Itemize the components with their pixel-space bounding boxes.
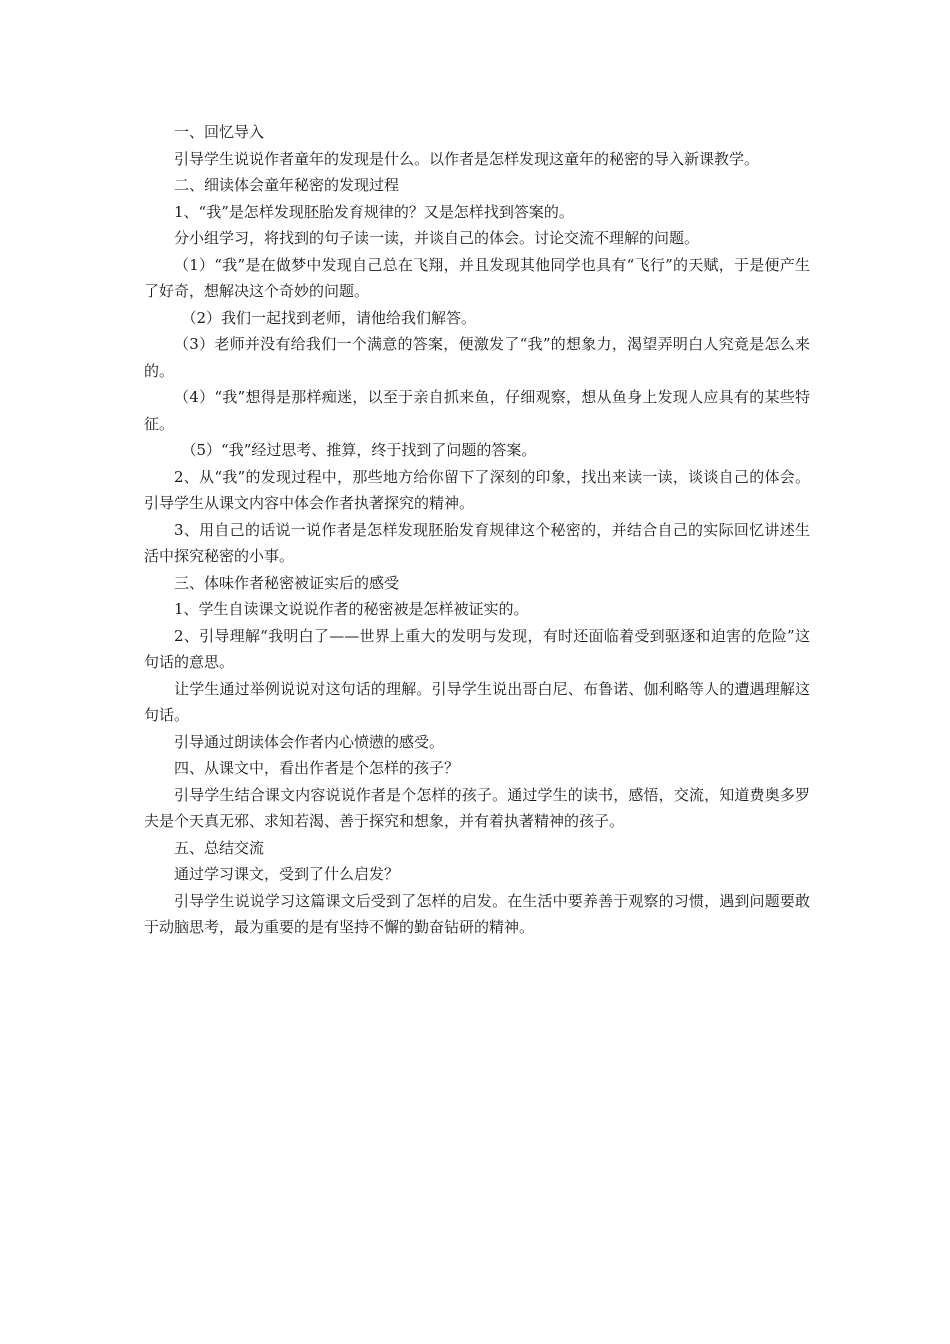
paragraph: 引导通过朗读体会作者内心愤懑的感受。 bbox=[174, 732, 445, 751]
paragraph: 引导学生说说学习这篇课文后受到了怎样的启发。在生活中要养善于观察的习惯，遇到问题要敢于动脑思考，最为重要的是有坚持不懈的勤奋钻研的精神。 bbox=[144, 891, 810, 936]
paragraph: 引导学生说说作者童年的发现是什么。以作者是怎样发现这童年的秘密的导入新课教学。 bbox=[174, 149, 760, 168]
list-item: （2）我们一起找到老师，请他给我们解答。 bbox=[181, 308, 477, 327]
section-heading-5: 五、总结交流 bbox=[174, 838, 265, 857]
paragraph: 1、“我”是怎样发现胚胎发育规律的？又是怎样找到答案的。 bbox=[174, 202, 574, 221]
paragraph: 3、用自己的话说一说作者是怎样发现胚胎发育规律这个秘密的，并结合自己的实际回忆讲述生活中探究秘密的小事。 bbox=[144, 520, 810, 565]
list-item: （5）“我”经过思考、推算，终于找到了问题的答案。 bbox=[181, 441, 537, 459]
paragraph: 通过学习课文，受到了什么启发？ bbox=[174, 865, 400, 883]
section-heading-3: 三、体味作者秘密被证实后的感受 bbox=[174, 573, 400, 592]
list-item: （3）老师并没有给我们一个满意的答案，便激发了“我”的想象力，渴望弄明白人究竟是怎么来的。 bbox=[144, 335, 810, 380]
paragraph: 2、引导理解“我明白了——世界上重大的发明与发现，有时还面临着受到驱逐和迫害的危险”这句话的意思。 bbox=[144, 626, 810, 671]
section-heading-2: 二、细读体会童年秘密的发现过程 bbox=[174, 176, 400, 194]
paragraph: 2、从“我”的发现过程中，那些地方给你留下了深刻的印象，找出来读一读，谈谈自己的体会。引导学生从课文内容中体会作者执著探究的精神。 bbox=[144, 467, 810, 512]
paragraph: 让学生通过举例说说对这句话的理解。引导学生说出哥白尼、布鲁诺、伽利略等人的遭遇理解这句话。 bbox=[144, 679, 810, 724]
list-item: （1）“我”是在做梦中发现自己总在飞翔，并且发现其他同学也具有“飞行”的天赋，于是便产生了好奇，想解决这个奇妙的问题。 bbox=[144, 255, 810, 300]
list-item: （4）“我”想得是那样痴迷，以至于亲自抓来鱼，仔细观察，想从鱼身上发现人应具有的某些特征。 bbox=[144, 388, 810, 433]
paragraph: 1、学生自读课文说说作者的秘密被是怎样被证实的。 bbox=[174, 600, 529, 618]
document-body bbox=[144, 119, 810, 941]
paragraph: 引导学生结合课文内容说说作者是个怎样的孩子。通过学生的读书，感悟，交流，知道费奥多罗夫是个天真无邪、求知若渴、善于探究和想象，并有着执著精神的孩子。 bbox=[144, 785, 810, 830]
paragraph: 分小组学习，将找到的句子读一读，并谈自己的体会。讨论交流不理解的问题。 bbox=[174, 229, 700, 247]
section-heading-4: 四、从课文中，看出作者是个怎样的孩子？ bbox=[174, 759, 460, 777]
section-heading-1: 一、回忆导入 bbox=[174, 123, 265, 141]
